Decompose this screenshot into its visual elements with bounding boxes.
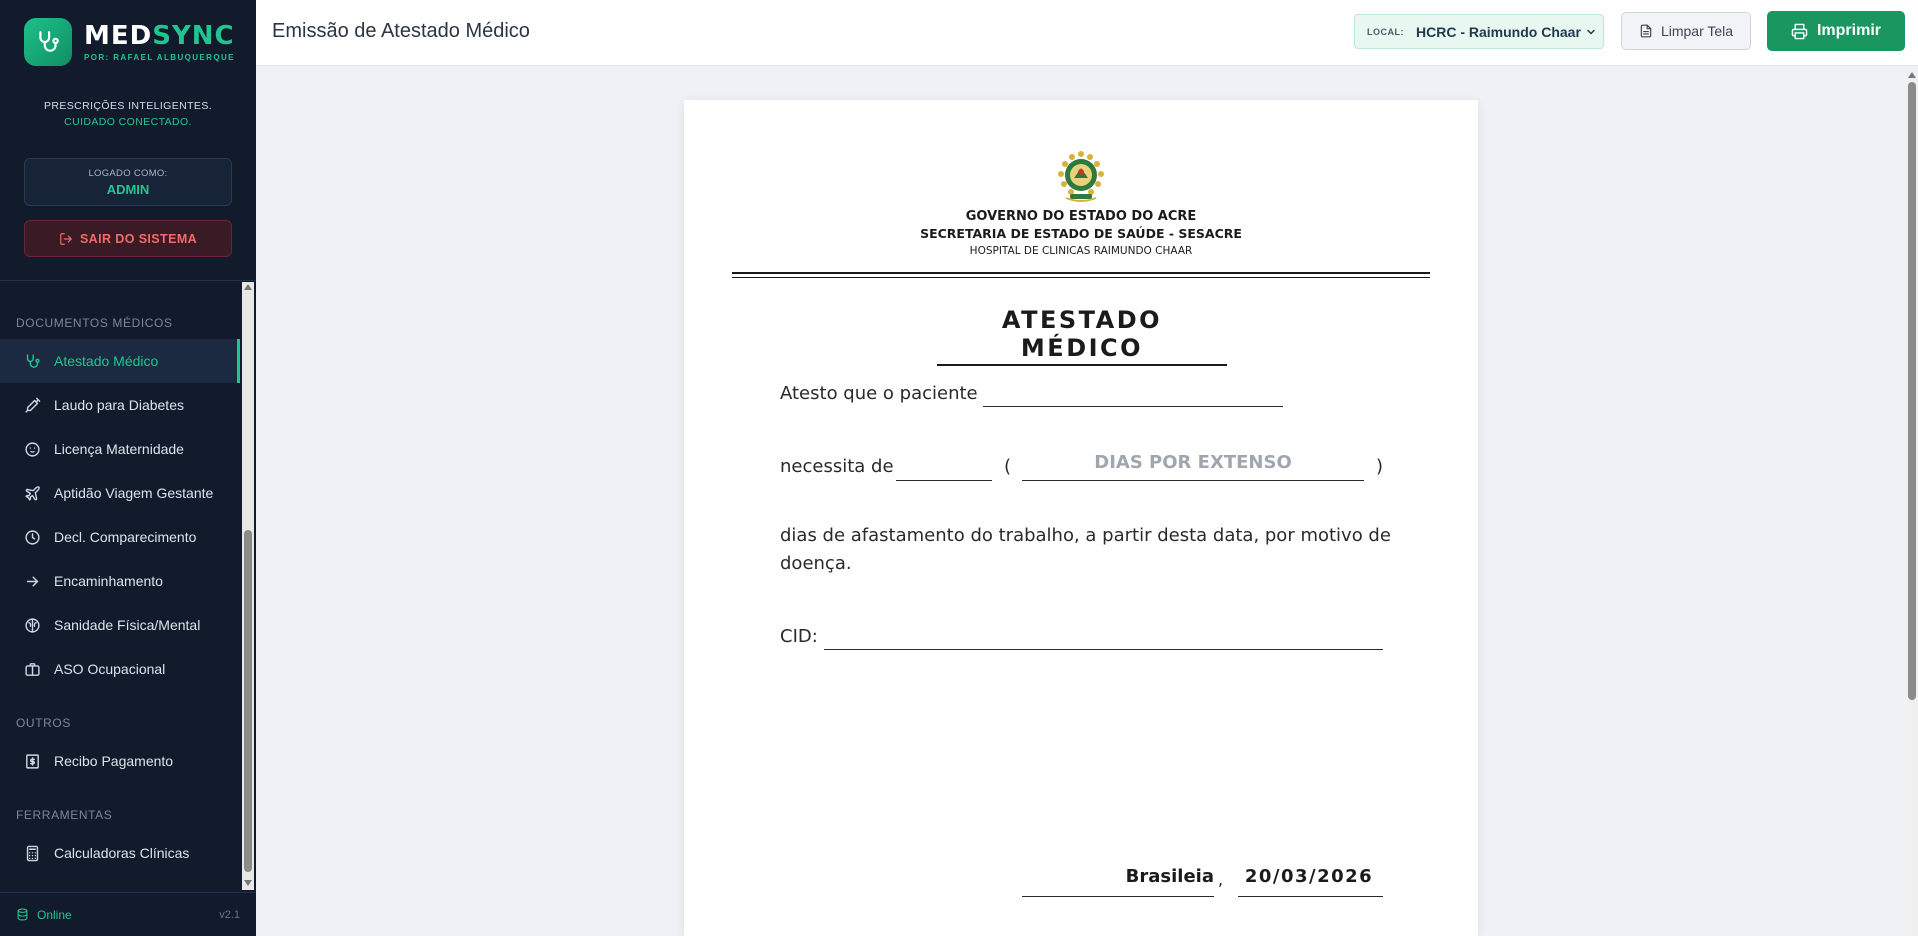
document-paper	[684, 100, 1478, 936]
sidebar-item-label: Atestado Médico	[54, 353, 159, 369]
sidebar-item-label: Decl. Comparecimento	[54, 529, 197, 545]
logged-user: ADMIN	[106, 182, 150, 197]
logout-label: SAIR DO SISTEMA	[79, 231, 198, 246]
gov-line-1: GOVERNO DO ESTADO DO ACRE	[965, 209, 1197, 224]
sidebar-item-aptidao-viagem[interactable]	[0, 471, 240, 515]
logged-in-box	[24, 158, 232, 206]
tagline-line2: CUIDADO CONECTADO.	[64, 116, 192, 128]
body-line-2: doença.	[780, 553, 852, 574]
sidebar-footer	[0, 892, 256, 936]
baby-icon	[22, 439, 42, 459]
clear-screen-button[interactable]	[1621, 12, 1751, 50]
local-value: HCRC - Raimundo Chaar	[1416, 23, 1581, 40]
syringe-icon	[22, 395, 42, 415]
sidebar-nav	[0, 282, 240, 890]
clock-icon	[22, 527, 42, 547]
sidebar-item-recibo-pagamento[interactable]	[0, 739, 240, 783]
sidebar-item-sanidade[interactable]	[0, 603, 240, 647]
sidebar-item-label: Licença Maternidade	[54, 441, 184, 457]
body-line-1: dias de afastamento do trabalho, a partir desta data, por motivo de	[780, 525, 1391, 546]
paren-open: (	[1004, 456, 1012, 477]
section-title-ferramentas: FERRAMENTAS	[16, 808, 113, 822]
local-label: LOCAL:	[1367, 26, 1404, 37]
city-date-comma: ,	[1218, 870, 1224, 889]
main-scrollbar[interactable]	[1906, 68, 1918, 936]
brand-author: POR: RAFAEL ALBUQUERQUE	[84, 53, 235, 62]
brand-name	[84, 22, 235, 50]
sidebar-scrollbar[interactable]	[242, 282, 254, 890]
plane-icon	[22, 483, 42, 503]
sidebar-item-label: Encaminhamento	[54, 573, 163, 589]
main-scroll-thumb[interactable]	[1908, 82, 1916, 700]
sidebar-item-label: Calculadoras Clínicas	[54, 845, 190, 861]
stethoscope-logo-icon	[24, 18, 72, 66]
header-rule-thick	[732, 272, 1430, 274]
tagline-line1: PRESCRIÇÕES INTELIGENTES.	[43, 100, 213, 112]
cid-label: CID:	[780, 626, 818, 647]
sidebar-item-laudo-diabetes[interactable]	[0, 383, 240, 427]
version-label: v2.1	[219, 908, 240, 921]
receipt-icon	[22, 751, 42, 771]
sidebar-item-licenca-maternidade[interactable]	[0, 427, 240, 471]
sidebar-item-label: Recibo Pagamento	[54, 753, 174, 769]
tagline	[0, 98, 256, 130]
city-field[interactable]: Brasileia	[1125, 866, 1214, 887]
sidebar-scroll-thumb[interactable]	[244, 530, 252, 872]
gov-line-2: SECRETARIA DE ESTADO DE SAÚDE - SESACRE	[920, 226, 1242, 241]
date-field[interactable]: 20/03/2026	[1244, 866, 1374, 887]
logout-icon	[59, 232, 73, 246]
brand-name-part1: MED	[84, 21, 153, 51]
status-indicator	[16, 908, 72, 922]
scroll-down-arrow-icon[interactable]	[244, 880, 252, 886]
printer-icon	[1791, 23, 1808, 40]
sidebar-item-aso-ocupacional[interactable]	[0, 647, 240, 691]
top-header	[256, 0, 1918, 66]
logout-button[interactable]	[24, 220, 232, 257]
scroll-up-arrow-icon[interactable]	[244, 284, 252, 290]
main-scroll-up-icon[interactable]	[1908, 72, 1916, 78]
sidebar-item-label: Sanidade Física/Mental	[54, 617, 201, 633]
acre-coat-of-arms-icon	[1054, 148, 1108, 204]
paren-close: )	[1376, 456, 1384, 477]
header-rule-thin	[732, 277, 1430, 278]
gov-line-3: HOSPITAL DE CLINICAS RAIMUNDO CHAAR	[969, 245, 1193, 257]
days-words-field[interactable]: DIAS POR EXTENSO	[1094, 452, 1292, 473]
print-label: Imprimir	[1816, 22, 1881, 39]
sidebar-item-label: Aptidão Viagem Gestante	[54, 485, 214, 501]
section-title-documentos: DOCUMENTOS MÉDICOS	[16, 316, 173, 330]
brand-name-part2: SYNC	[152, 21, 235, 51]
briefcase-icon	[22, 659, 42, 679]
page-title: Emissão de Atestado Médico	[272, 20, 530, 42]
sidebar-item-label: ASO Ocupacional	[54, 661, 166, 677]
sidebar-item-encaminhamento[interactable]	[0, 559, 240, 603]
date-underline	[1238, 896, 1383, 897]
sidebar-divider	[0, 280, 256, 281]
city-underline	[1022, 896, 1214, 897]
print-button[interactable]	[1767, 11, 1905, 51]
database-icon	[16, 908, 29, 921]
days-number-field[interactable]	[896, 480, 992, 481]
cid-field[interactable]	[824, 649, 1383, 650]
days-words-underline	[1022, 480, 1364, 481]
sidebar-item-label: Laudo para Diabetes	[54, 397, 184, 413]
calculator-icon	[22, 843, 42, 863]
section-title-outros: OUTROS	[16, 716, 71, 730]
sidebar	[0, 0, 256, 936]
sidebar-item-calculadoras[interactable]	[0, 831, 240, 875]
local-select[interactable]	[1354, 14, 1604, 49]
document-title: ATESTADO MÉDICO	[937, 306, 1227, 366]
brand	[24, 18, 235, 66]
status-text: Online	[37, 907, 72, 922]
patient-label: Atesto que o paciente	[780, 383, 978, 404]
needs-label: necessita de	[780, 456, 894, 477]
brain-icon	[22, 615, 42, 635]
chevron-down-icon	[1585, 26, 1597, 38]
arrow-right-icon	[22, 571, 42, 591]
logged-label: LOGADO COMO:	[88, 168, 168, 179]
patient-name-field[interactable]	[983, 406, 1283, 407]
sidebar-item-atestado-medico[interactable]	[0, 339, 240, 383]
clear-label: Limpar Tela	[1660, 23, 1734, 39]
file-icon	[1639, 24, 1653, 38]
sidebar-item-decl-comparecimento[interactable]	[0, 515, 240, 559]
stethoscope-icon	[22, 351, 42, 371]
